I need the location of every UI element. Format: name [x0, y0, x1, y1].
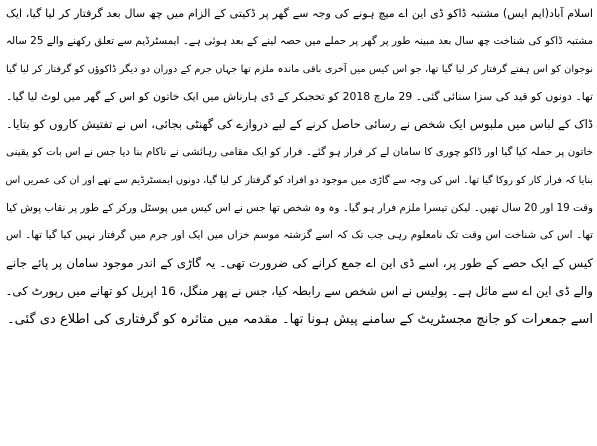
article-line-8: وقت 19 اور 20 سال تھیں۔ لیکن تیسرا ملزم فرار ہو گیا۔ وہ وہ شخص تھا جس نے اس کیس میں پوسٹل ورکر کے طور پر نقاب پوش کیا: [6, 201, 593, 214]
article-line-3: نوجوان کو اس ہفتے گرفتار کر لیا گیا تھا، جو اس کیس میں آخری باقی ماندہ ملزم تھا جہاں جرم کے دوران دو دیگر ڈاکوؤں کو گرفتار کر لیا گیا: [6, 63, 593, 75]
article-line-10: کیس کے ایک حصے کے طور پر، اسے ڈی این اے جمع کرانے کی ضرورت تھی۔ یہ گاڑی کے اندر موجود سامان پر پائے جانے: [6, 256, 593, 271]
article-line-9: تھا۔ اس کی شناخت اس وقت تک نامعلوم رہی جب تک کہ اسے گزشتہ موسم خزاں میں ایک اور جرم میں گرفتار نہیں کیا گیا تھا۔ اس: [6, 229, 593, 242]
article-line-4: تھا۔ دونوں کو قید کی سزا سنائی گئی۔ 29 مارچ 2018 کو تحجبکر کے ڈی ہارناش میں ایک خاتون کو اس کے گھر میں لوٹ لیا گیا۔: [6, 90, 593, 104]
article-line-7: بنایا کہ فرار کار کو روکا گیا تھا۔ اس کی وجہ سے گاڑی میں موجود دو افراد کو گرفتار کر لیا گیا، دونوں ایمسٹرڈیم سے تھے اور ان کی عمریں اس: [6, 174, 593, 186]
article-line-5: ڈاک کے لباس میں ملبوس ایک شخص نے رسائی حاصل کرنے کے لیے دروازے کی گھنٹی بجائی، اس نے تفتیش کاروں کو بتایا۔: [6, 117, 593, 132]
article-line-2: مشتبہ ڈاکو کی شناخت چھ سال بعد مبینہ طور پر گھر پر حملے میں حصہ لینے کے بعد ہوئی ہے۔ ایمسٹرڈیم سے تعلق رکھنے والے 25 سالہ: [6, 34, 593, 47]
article-line-1: اسلام آباد(ایم ایس) مشتبہ ڈاکو ڈی این اے میچ ہونے کی وجہ سے گھر پر ڈکیتی کے الزام میں چھ سال بعد گرفتار کر لیا گیا، ایک: [6, 7, 593, 20]
article-line-11: والے ڈی این اے سے ماثل ہے۔ پولیس نے اس شخص سے رابطہ کیا، جس نے پھر منگل، 16 اپریل کو تھانے میں رپورٹ کی۔: [6, 283, 593, 298]
article-line-12: اسے جمعرات کو جانچ مجسٹریٹ کے سامنے پیش ہونا تھا۔ مقدمہ میں متاثرہ کو گرفتاری کی اطلاع دی گئی۔: [6, 311, 593, 327]
article-line-6: خاتون پر حملہ کیا گیا اور ڈاکو چوری کا سامان لے کر فرار ہو گئے۔ فرار کو ایک مقامی رہائشی نے ناکام بنا دیا جس نے اس بات کو یقینی: [6, 145, 593, 158]
